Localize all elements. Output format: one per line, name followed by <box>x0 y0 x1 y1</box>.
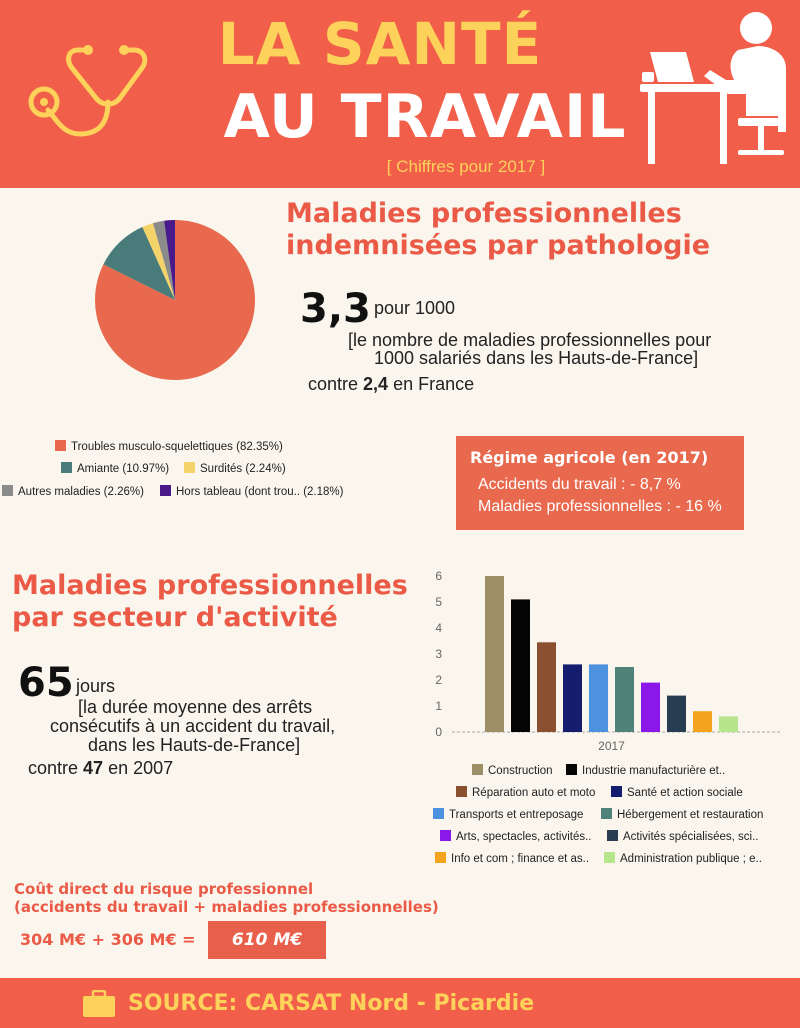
y-tick-label: 3 <box>435 647 442 661</box>
y-tick-label: 4 <box>435 621 442 635</box>
stat-days-desc-1: [la durée moyenne des arrêts <box>78 697 313 717</box>
bar-legend-item: Réparation auto et moto <box>456 786 595 799</box>
stat-rate-compare: contre 2,4 en France <box>308 374 475 394</box>
stat-rate-value: 3,3 <box>300 286 371 332</box>
briefcase-icon <box>82 990 116 1018</box>
stat-days-compare: contre 47 en 2007 <box>28 758 174 778</box>
y-tick-label: 2 <box>435 673 442 687</box>
bar <box>537 642 556 732</box>
sector-bar-chart <box>420 560 790 760</box>
pathology-pie-chart <box>90 215 260 385</box>
bar <box>511 599 530 732</box>
y-tick-label: 6 <box>435 569 442 583</box>
stat-days-desc-2: consécutifs à un accident du travail, <box>50 716 336 736</box>
bar-legend-item: Activités spécialisées, sci.. <box>607 830 759 843</box>
bar <box>719 716 738 732</box>
bar-legend-item: Industrie manufacturière et.. <box>566 764 725 777</box>
stat-days-unit: jours <box>76 676 116 696</box>
title-line-1: LA SANTÉ <box>217 10 543 78</box>
compare-value: 2,4 <box>363 374 389 394</box>
bar-legend-item: Hébergement et restauration <box>601 808 763 821</box>
source-text: SOURCE: CARSAT Nord - Picardie <box>128 991 535 1016</box>
bar <box>693 711 712 732</box>
bar-legend-item: Administration publique ; e.. <box>604 852 762 865</box>
pie-legend-item: Amiante (10.97%) <box>61 462 169 475</box>
bar <box>667 696 686 732</box>
pie-legend-item: Hors tableau (dont trou.. (2.18%) <box>160 485 343 498</box>
bar <box>563 664 582 732</box>
cost-total-badge: 610 M€ <box>208 921 326 959</box>
subtitle: [ Chiffres pour 2017 ] <box>386 157 546 176</box>
title-line-2: AU TRAVAIL <box>223 82 627 152</box>
bar <box>615 667 634 732</box>
y-tick-label: 0 <box>435 725 442 739</box>
section2-title: Maladies professionnelles par secteur d'activité <box>12 570 408 633</box>
regime-title: Régime agricole (en 2017) <box>470 448 709 467</box>
pie-legend-item: Surdités (2.24%) <box>184 462 286 475</box>
stat-days-value: 65 <box>18 660 74 706</box>
bar <box>485 576 504 732</box>
bar-legend-item: Santé et action sociale <box>611 786 743 799</box>
bar-legend-item: Transports et entreposage <box>433 808 583 821</box>
stat-rate-unit: pour 1000 <box>374 298 456 318</box>
section1-title: Maladies professionnelles indemnisées par pathologie <box>286 198 711 261</box>
x-category-label: 2017 <box>598 739 625 753</box>
header-banner <box>0 0 800 188</box>
cost-title: Coût direct du risque professionnel (accidents du travail + maladies professionnelles) <box>14 880 439 916</box>
stat-rate-desc-2: 1000 salariés dans les Hauts-de-France] <box>374 348 699 368</box>
stat-days-desc-3: dans les Hauts-de-France] <box>88 735 301 755</box>
pie-legend-item: Troubles musculo-squelettiques (82.35%) <box>55 440 283 453</box>
y-tick-label: 5 <box>435 595 442 609</box>
worker-at-desk-icon <box>638 6 794 172</box>
regime-agricole-box <box>456 436 744 530</box>
bar <box>641 683 660 732</box>
bar-legend-item: Construction <box>472 764 553 777</box>
pie-legend-item: Autres maladies (2.26%) <box>2 485 144 498</box>
compare-value-days: 47 <box>83 758 104 778</box>
stethoscope-icon <box>24 36 164 146</box>
bar <box>589 664 608 732</box>
y-tick-label: 1 <box>435 699 442 713</box>
bar-legend-item: Info et com ; finance et as.. <box>435 852 589 865</box>
stat-rate-desc-1: [le nombre de maladies professionnelles pour <box>348 330 712 350</box>
regime-line-1: Accidents du travail : - 8,7 % <box>478 476 681 493</box>
bar-legend-item: Arts, spectacles, activités.. <box>440 830 592 843</box>
cost-equation: 304 M€ + 306 M€ = <box>20 930 196 949</box>
regime-line-2: Maladies professionnelles : - 16 % <box>478 498 722 515</box>
footer-banner <box>0 978 800 1028</box>
